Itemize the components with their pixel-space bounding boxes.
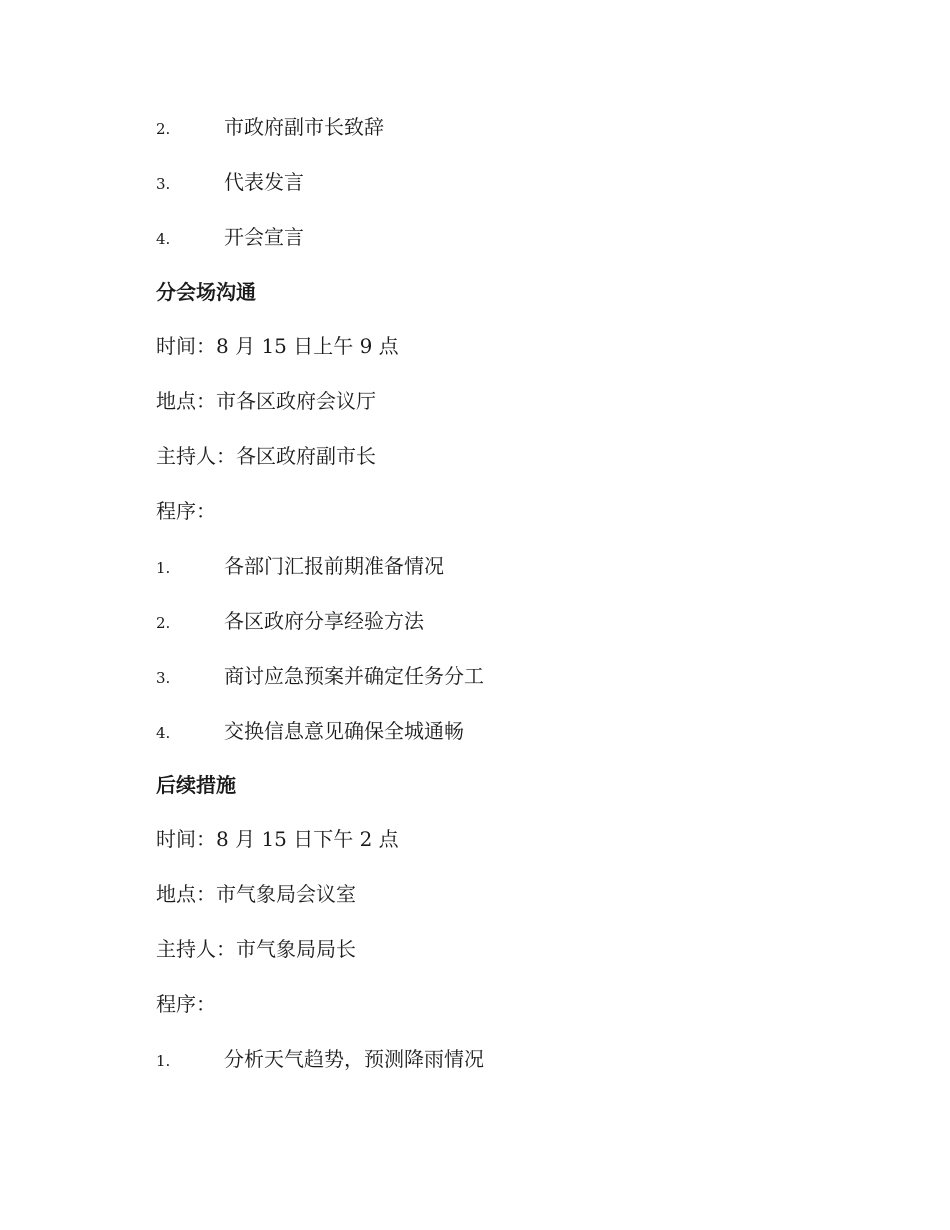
list-text: 交换信息意见确保全城通畅 [224,719,464,743]
list-number: 4. [156,724,171,742]
list-text: 各部门汇报前期准备情况 [224,554,444,578]
list-item [156,112,384,142]
list-number: 1. [156,559,171,577]
list-item [156,167,304,197]
list-item [156,222,304,252]
list-number: 3. [156,669,171,687]
section-heading: 后续措施 [156,773,236,797]
list-number: 3. [156,175,171,193]
list-number: 4. [156,230,171,248]
time-line: 时间：8 月 15 日上午 9 点 [156,334,399,358]
program-label: 程序： [156,992,216,1016]
host-line: 主持人：市气象局局长 [156,937,356,961]
list-item [156,551,444,581]
list-item [156,716,464,746]
list-text: 分析天气趋势，预测降雨情况 [224,1047,484,1071]
place-line: 地点：市气象局会议室 [156,882,356,906]
list-number: 1. [156,1052,171,1070]
list-number: 2. [156,120,171,138]
list-text: 商讨应急预案并确定任务分工 [224,664,484,688]
list-text: 市政府副市长致辞 [224,115,384,139]
list-number: 2. [156,614,171,632]
list-text: 各区政府分享经验方法 [224,609,424,633]
list-item [156,1044,484,1074]
list-item [156,606,424,636]
section-heading: 分会场沟通 [156,280,256,304]
program-label: 程序： [156,499,216,523]
host-line: 主持人：各区政府副市长 [156,444,376,468]
list-text: 开会宣言 [224,225,304,249]
list-text: 代表发言 [224,170,304,194]
list-item [156,661,484,691]
place-line: 地点：市各区政府会议厅 [156,389,376,413]
time-line: 时间：8 月 15 日下午 2 点 [156,827,399,851]
